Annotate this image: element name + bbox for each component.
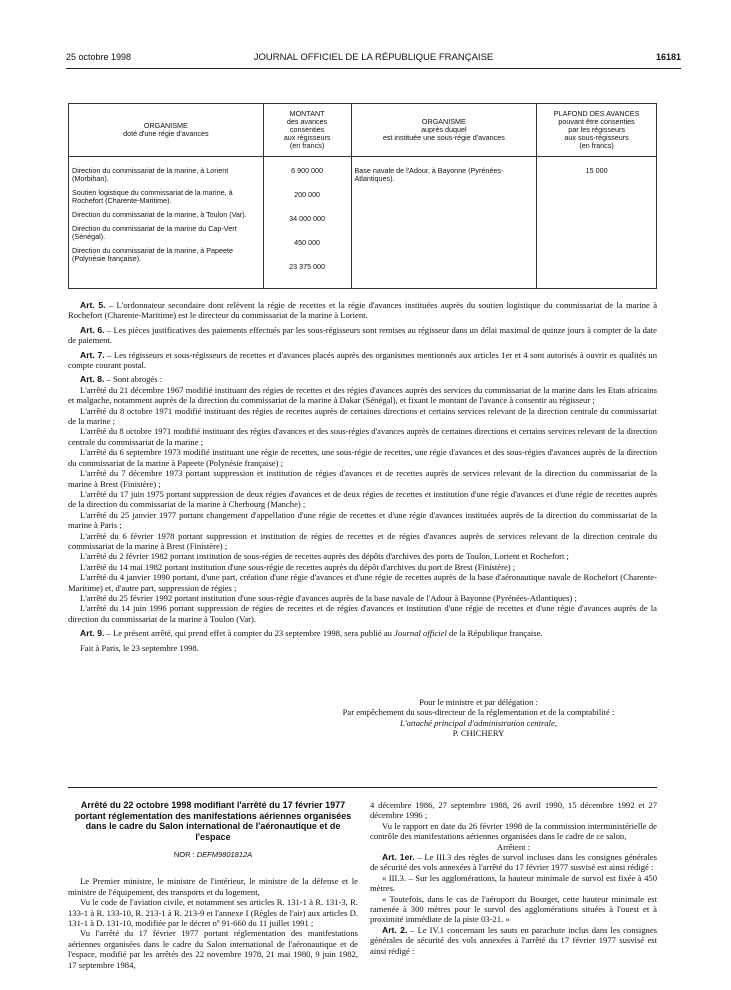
abrogation-item: L'arrêté du 8 octobre 1971 modifié instituant des régies d'avances et des sous-régies d'avances auprès de certaines directions et certains services relevant de la direction centrale du commissariat de la marine ; [68,426,657,447]
plafond-value: 15 000 [585,166,608,175]
abrogation-item: L'arrêté du 7 décembre 1973 portant suppression et institution de régies d'avances et de recettes auprès de services relevant de la direction du commissariat de la marine à Brest (Finistère) ; [68,468,657,489]
organisme-item: Direction du commissariat de la marine, à Lorient (Morbihan). [72,166,229,183]
article-5: Art. 5. – L'ordonnateur secondaire dont relèvent la régie de recettes et la régie d'avances instituées auprès du soutien logistique du commissariat de la marine à Rochefort (Charente-Maritime) est le directeur du commissariat de la marine à Lorient. [68,300,658,321]
col-header-montant: MONTANT des avances consenties aux régisseurs (en francs) [263,104,351,157]
paragraph: Vu le rapport en date du 26 février 1998 de la commission interministérielle de contrôle des manifestations aériennes organisées dans le cadre de ce salon, [370,820,657,842]
articles-section [68,300,657,653]
decree-article-1: Art. 1er. – Le III.3 des règles de survol incluses dans les consignes générales de sécurité des vols annexées à l'arrêté du 17 février 1977 susvisé est ainsi rédigé : [370,852,657,873]
signature-block [300,697,657,739]
col-header-sous-regie: ORGANISME auprès duquel est instituée une sous-régie d'avances [351,104,537,157]
header-date: 25 octobre 1998 [66,52,132,62]
abrogation-item: L'arrêté du 14 mai 1982 portant institution d'une sous-régie de recettes auprès du dépôt d'archives du port de Brest (Finistère) ; [80,561,516,572]
montant-value: 200 000 [294,190,321,199]
organisme-item: Direction du commissariat de la marine du Cap-Vert (Sénégal). [72,224,237,241]
montant-value: 23 375 000 [289,262,326,271]
signature-line: Pour le ministre et par délégation : [419,697,538,707]
abrogation-item: L'arrêté du 2 février 1982 portant institution de sous-régies de recettes auprès des dépôts d'archives des ports de Toulon, Lorient et Rochefort ; [80,551,569,562]
section-separator [68,787,657,788]
signature-line: Par empêchement du sous-directeur de la réglementation et de la comptabilité : [342,707,615,718]
header-rule [66,68,681,69]
abrogation-item: L'arrêté du 25 février 1992 portant institution d'une sous-régie d'avances auprès de la base navale de l'Adour à Bayonne (Pyrénées-Atlantiques) ; [80,592,577,603]
abrogations-list [68,385,657,624]
nor-reference: NOR : DEFM9801812A [173,850,253,859]
page-header [66,52,681,66]
organisme-item: Soutien logistique du commissariat de la marine, à Rochefort (Charente-Maritime). [72,188,233,205]
article-9: Art. 9. – Le présent arrêté, qui prend effet à compter du 23 septembre 1998, sera publié au Journal officiel de la République française. [80,628,543,639]
quote-paragraph: « III.3. – Sur les agglomérations, la hauteur minimale de survol est fixée à 450 mètres. [370,872,657,894]
signatory-name: P. CHICHERY [452,728,505,739]
page-number: 16181 [655,52,681,62]
abrogation-item: L'arrêté du 14 juin 1996 portant suppression de régies de recettes et de régies d'avances et institution d'une régie de recettes et d'une régie d'avances auprès de la direction du commissariat de la marine à Toulon (Var). [68,603,657,624]
arretent-heading: Arrêtent : [496,841,531,852]
paragraph: Vu le code de l'aviation civile, et notamment ses articles R. 131-1 à R. 131-3, R. 133-1 à R. 133-10, R. 213-1 à R. 213-9 et l'annexe I (Règles de l'air) aux articles D. 131-1 à D. 131-10, modifiée par le décret nº 91-660 du 11 juillet 1991 ; [68,897,358,929]
table-row [69,157,657,289]
journal-title: JOURNAL OFFICIEL DE LA RÉPUBLIQUE FRANÇAISE [253,52,494,63]
abrogation-item: L'arrêté du 25 janvier 1977 portant changement d'appellation d'une régie de recettes et d'une régie d'avances instituées auprès de la direction du commissariat de la marine à Paris ; [68,509,657,531]
paragraph: Le Premier ministre, le ministre de l'intérieur, le ministre de la défense et le ministre de l'équipement, des transports et du logement, [68,876,358,897]
col-header-organisme: ORGANISME doté d'une régie d'avances [69,104,264,157]
montant-value: 6 900 000 [291,166,324,175]
organisme-cell [69,157,264,289]
article-8: Art. 8. – Sont abrogés : [80,374,163,385]
montant-value: 450 000 [294,238,321,247]
quote-paragraph: « Toutefois, dans le cas de l'aéroport du Bourget, cette hauteur minimale est ramenée à 300 mètres pour le survol des agglomérations situées à l'ouest et à proximité immédiate de la piste 03-21. » [370,893,657,925]
article-7: Art. 7. – Les régisseurs et sous-régisseurs de recettes et d'avances placés auprès des organismes mentionnés aux articles 1er et 4 sont autorisés à ouvrir es qualités un compte courant postal. [68,349,658,371]
organisme-item: Direction du commissariat de la marine, à Toulon (Var). [72,210,247,219]
article-6: Art. 6. – Les pièces justificatives des paiements effectués par les sous-régisseurs sont remises au régisseur dans un délai maximal de quinze jours à compter de la date de paiement. [68,324,658,346]
signature-line: L'attaché principal d'administration centrale, [400,717,557,728]
advances-table [68,103,657,289]
col-header-plafond: PLAFOND DES AVANCES pouvant être consenties par les régisseurs aux sous-régisseurs (en francs) [537,104,657,157]
abrogation-item: L'arrêté du 17 juin 1975 portant suppression de deux régies d'avances et de deux régies de recettes et institution d'une régie d'avances et d'une régie de recettes auprès de la direction du commissariat de la marine à Cherbourg (Manche) ; [68,488,657,510]
decree-article-2: Art. 2. – Le IV.1 concernant les sauts en parachute inclus dans les consignes générales de sécurité des vols annexées à l'arrêté du 17 février 1977 susvisé est ainsi rédigé : [370,924,657,956]
table-header-row [69,104,657,157]
decree-right-column [370,800,657,956]
sous-regie-cell [351,157,537,289]
abrogation-item: L'arrêté du 4 janvier 1990 portant, d'une part, création d'une régie d'avances et d'une régie de recettes auprès de la base d'aéronautique navale de Rochefort (Charente-Maritime) et, d'autre part, suppression de régies ; [68,572,657,593]
organisme-item: Direction du commissariat de la marine, à Papeete (Polynésie française). [72,246,233,263]
plafond-cell [537,157,657,289]
done-at: Fait à Paris, le 23 septembre 1998. [80,642,199,653]
paragraph: 4 décembre 1986, 27 septembre 1988, 26 avril 1990, 15 décembre 1992 et 27 décembre 1996 ; [370,800,657,821]
sous-regie-item: Base navale de l'Adour, à Bayonne (Pyrénées-Atlantiques). [354,166,504,183]
decree-title: Arrêté du 22 octobre 1998 modifiant l'arrêté du 17 février 1977 portant réglementation des manifestations aériennes organisées dans le cadre du Salon international de l'aéronautique et de l'espace [74,800,352,842]
abrogation-item: L'arrêté du 8 octobre 1971 modifié instituant des régies de recettes auprès de certaines directions et certains services relevant de la direction centrale du commissariat de la marine ; [68,405,657,427]
abrogation-item: L'arrêté du 6 février 1978 portant suppression et institution de régies de recettes et de régies d'avances auprès de services relevant de la direction centrale du commissariat de la marine à Brest (Finistère) ; [68,530,657,551]
paragraph: Vu l'arrêté du 17 février 1977 portant réglementation des manifestations aériennes organisées dans le cadre du Salon international de l'aéronautique et de l'espace, modifié par les arrêtés des 22 novembre 1978, 21 mai 1980, 9 juin 1982, 17 septembre 1984, [68,928,358,970]
montant-cell [263,157,351,289]
decree-left-column [68,800,358,970]
abrogation-item: L'arrêté du 21 décembre 1967 modifié instituant des régies de recettes et des régies d'avances auprès des services du commissariat de la marine dans les Etats africains et malgache, notamment auprès de la direction du commissariat de la marine à Dakar (Sénégal), et fixant le montant de l'avance à consentir au régisseur ; [68,384,657,406]
abrogation-item: L'arrêté du 6 septembre 1973 modifié instituant une régie de recettes, une sous-régie de recettes, une régie d'avances et des sous-régies d'avances auprès de la direction du commissariat de la marine à Papeete (Polynésie française) ; [68,447,657,468]
montant-value: 34 000 000 [289,214,326,223]
